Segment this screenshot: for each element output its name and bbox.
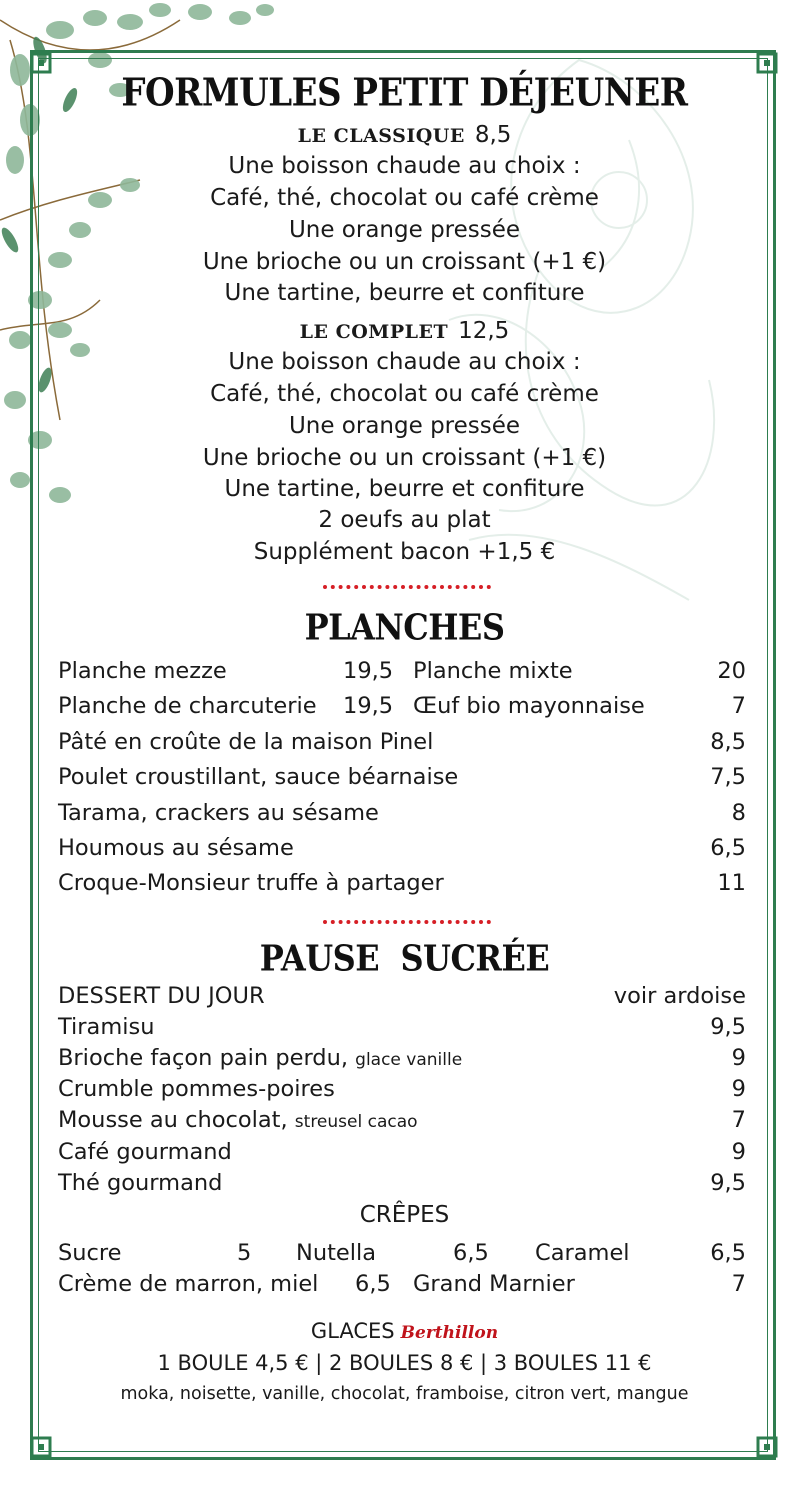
complet-price: 12,5: [458, 318, 510, 344]
classique-line: Une boisson chaude au choix :: [228, 153, 581, 179]
menu-item-price: 9: [731, 1076, 746, 1102]
classique-price: 8,5: [474, 122, 512, 148]
menu-item-price: 7,5: [710, 764, 746, 790]
planche-row: [58, 725, 746, 759]
complet-line: Une orange pressée: [288, 413, 521, 439]
menu-item-name: Tiramisu: [58, 1014, 155, 1040]
classique-line: Une brioche ou un croissant (+1 €): [202, 249, 607, 275]
menu-item-note: streusel cacao: [294, 1112, 418, 1132]
menu-item-price: 6,5: [355, 1271, 391, 1297]
dessert-row: [58, 1073, 746, 1105]
complet-line: Une tartine, beurre et confiture: [224, 476, 585, 502]
menu-item-name: Brioche façon pain perdu,: [58, 1045, 348, 1071]
menu-item-name: Café gourmand: [58, 1139, 232, 1165]
corner-ornament-icon: [756, 1436, 778, 1458]
classique-heading: [0, 120, 809, 151]
menu-item-name: Nutella: [296, 1240, 377, 1266]
complet-line: 2 oeufs au plat: [318, 507, 491, 533]
complet-line: Supplément bacon +1,5 €: [253, 539, 556, 565]
glaces-prices: 1 BOULE 4,5 € | 2 BOULES 8 € | 3 BOULES 11 €: [157, 1351, 652, 1375]
menu-item-price: 9: [731, 1139, 746, 1165]
complet-name: LE COMPLET: [299, 321, 449, 343]
menu-item-price: 6,5: [453, 1240, 489, 1266]
corner-ornament-icon: [30, 1436, 52, 1458]
menu-item-name: Grand Marnier: [413, 1271, 575, 1297]
menu-item-price: 5: [237, 1240, 252, 1266]
dessert-row: [58, 1136, 746, 1168]
classique-name: LE CLASSIQUE: [297, 125, 465, 147]
menu-item-name: Caramel: [535, 1240, 630, 1266]
section-divider: [323, 920, 491, 924]
classique-line: Une orange pressée: [288, 217, 521, 243]
dessert-row: [58, 1042, 746, 1074]
menu-item-name: Pâté en croûte de la maison Pinel: [58, 729, 434, 755]
menu-item-price: 7: [731, 693, 746, 719]
menu-item-price: 7: [731, 1107, 746, 1133]
menu-item-name: Tarama, crackers au sésame: [58, 800, 379, 826]
menu-item-price: 11: [717, 870, 746, 896]
menu-item-name: Planche mezze: [58, 658, 227, 684]
complet-line: Une brioche ou un croissant (+1 €): [202, 445, 607, 471]
glaces-heading: [0, 1316, 809, 1348]
menu-item-price: 9: [731, 1045, 746, 1071]
menu-item-name: Thé gourmand: [58, 1170, 223, 1196]
menu-item-price: 9,5: [710, 1170, 746, 1196]
menu-item-name: Planche de charcuterie: [58, 693, 317, 719]
menu-item-name: Houmous au sésame: [58, 835, 294, 861]
crepes-row: [58, 1268, 746, 1300]
formules-title: FORMULES PETIT DÉJEUNER: [121, 70, 688, 116]
menu-item-price: 20: [717, 658, 746, 684]
menu-item-name: Sucre: [58, 1240, 122, 1266]
planche-pair-row: [58, 654, 746, 688]
planche-row: [58, 831, 746, 865]
pause-sucree-title: PAUSE SUCRÉE: [259, 936, 550, 980]
menu-item-price: 8: [731, 800, 746, 826]
dessert-row: [58, 1104, 746, 1136]
menu-item-price: 19,5: [343, 693, 394, 719]
menu-item-price: 6,5: [710, 1240, 746, 1266]
crepes-row: [58, 1237, 746, 1269]
menu-item-name: Planche mixte: [413, 658, 573, 684]
planche-row: [58, 866, 746, 900]
menu-item-price: 19,5: [343, 658, 394, 684]
menu-item-name: DESSERT DU JOUR: [58, 983, 265, 1009]
dessert-row: [58, 1011, 746, 1043]
menu-item-name: Poulet croustillant, sauce béarnaise: [58, 764, 459, 790]
menu-item-price: 8,5: [710, 729, 746, 755]
complet-line: Une boisson chaude au choix :: [228, 349, 581, 375]
planche-pair-row: [58, 689, 746, 723]
dessert-row: [58, 1167, 746, 1199]
menu-item-price: 6,5: [710, 835, 746, 861]
planche-row: [58, 796, 746, 830]
menu-item-name: Mousse au chocolat,: [58, 1107, 288, 1133]
menu-item-name: Croque-Monsieur truffe à partager: [58, 870, 444, 896]
menu-item-price: voir ardoise: [613, 983, 746, 1009]
glaces-flavors: moka, noisette, vanille, chocolat, framboise, citron vert, mangue: [120, 1384, 689, 1404]
dessert-row: [58, 980, 746, 1012]
planche-row: [58, 760, 746, 794]
menu-item-note: glace vanille: [355, 1050, 463, 1070]
classique-line: Café, thé, chocolat ou café crème: [210, 185, 599, 211]
menu-item-name: Crème de marron, miel: [58, 1271, 319, 1297]
complet-line: Café, thé, chocolat ou café crème: [210, 381, 599, 407]
section-divider: [323, 585, 491, 589]
complet-heading: [0, 316, 809, 347]
menu-item-price: 7: [731, 1271, 746, 1297]
classique-line: Une tartine, beurre et confiture: [224, 280, 585, 306]
menu-item-name: Œuf bio mayonnaise: [413, 693, 645, 719]
crepes-title: CRÊPES: [359, 1202, 450, 1228]
menu-item-price: 9,5: [710, 1014, 746, 1040]
glaces-title: GLACES: [310, 1319, 395, 1343]
planches-title: PLANCHES: [304, 605, 505, 649]
menu-item-name: Crumble pommes-poires: [58, 1076, 335, 1102]
berthillon-logo: Berthillon: [400, 1323, 499, 1343]
